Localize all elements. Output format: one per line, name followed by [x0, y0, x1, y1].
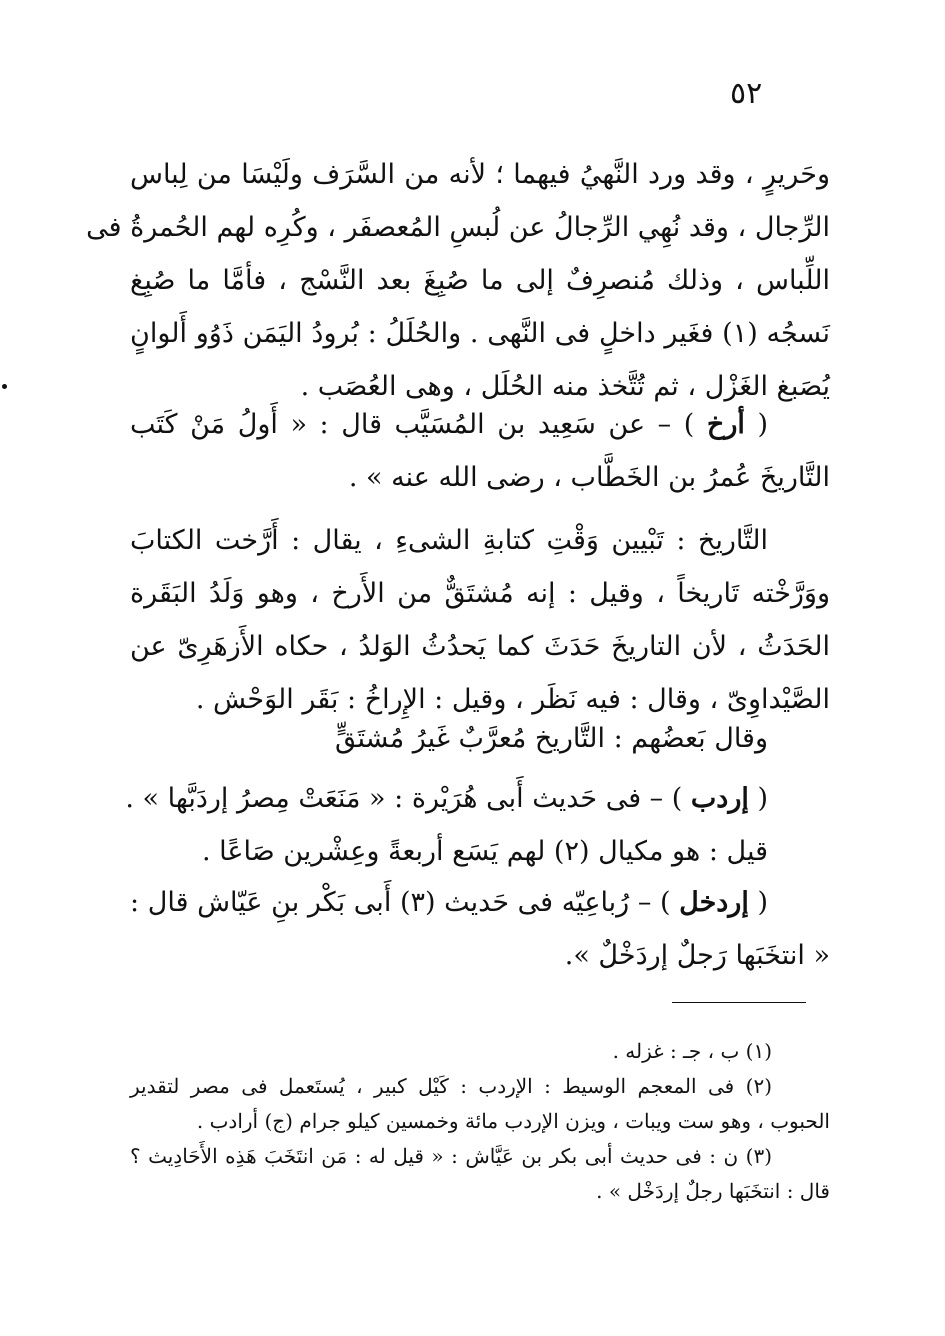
text-line: وحَريرٍ ، وقد ورد النَّهيُ فيهما ؛ لأنه من السَّرَف ولَيْسَا من لِباس: [130, 159, 830, 190]
entry-irdabb: [125, 772, 830, 878]
text-line: نَسجُه (١) فغَير داخلٍ فى النَّهى . والحُلَلُ : بُرودُ اليَمَن ذَوُو أَلوانٍ: [130, 318, 831, 349]
entry-first-line: ( أرخ ) – عن سَعِيد بن المُسَيَّب قال : « أَولُ مَنْ كَتَب: [130, 409, 768, 440]
text-line: الرِّجال ، وقد نُهِي الرِّجالُ عن لُبسِ المُعصفَر ، وكُرِه لهم الحُمرةُ فى: [86, 212, 830, 243]
paragraph-silk: [86, 148, 831, 413]
headword: إردب: [690, 783, 749, 814]
text-line: « انتخَبَها رَجلٌ إردَخْلٌ ».: [564, 940, 830, 971]
entry-first-line: ( إردب ) – فى حَديث أَبى هُرَيْرة : « مَنَعَتْ مِصرُ إردَبَّها » .: [125, 783, 768, 814]
paragraph-tarikh: [130, 514, 830, 726]
footnote-line: (٢) فى المعجم الوسيط : الإردب : كَيْل كبير ، يُستَعمل فى مصر لتقدير: [130, 1074, 772, 1098]
text-line: التَّاريخ : تَبْيين وَقْتِ كتابةِ الشىءِ ، يقال : أَرَّخت الكتابَ: [130, 525, 768, 556]
entry-arkh: [130, 398, 830, 504]
footnote-line: قال : انتخَبَها رجلٌ إردَخْل » .: [596, 1179, 830, 1203]
headword: إردخل: [679, 887, 749, 918]
text-line: ووَرَّخْته تَاريخاً ، وقيل : إنه مُشتَقٌّ من الأَرخ ، وهو وَلَدُ البَقَرة: [130, 578, 830, 609]
footnote-line: (٣) ن : فى حديث أبى بكر بن عَيَّاش : « قيل له : مَن انتَخَبَ هَذِه الأَحَادِيث ؟: [130, 1144, 772, 1168]
footnote-line: (١) ب ، جـ : غزله .: [612, 1039, 772, 1063]
footnotes: [130, 1034, 830, 1209]
headword: أرخ: [706, 409, 745, 440]
footnote-line: الحبوب ، وهو ست ويبات ، ويزن الإردب مائة وخمسين كيلو جرام (ج) أرادب .: [196, 1109, 830, 1133]
text-line: الحَدَثُ ، لأن التاريخَ حَدَثَ كما يَحدُثُ الوَلدُ ، حكاه الأَزهَرِىّ عن: [130, 631, 830, 662]
entry-text: – رُباعِيّه فى حَديث (٣) أَبى بَكْر بنِ عَيّاش قال :: [130, 887, 652, 918]
text-line: وقال بَعضُهم : التَّاريخ مُعرَّبٌ غَيرُ مُشتَقٍّ: [334, 723, 768, 754]
text-line: اللِّباس ، وذلك مُنصرِفٌ إلى ما صُبِغَ بعد النَّسْج ، فأمَّا ما صُبِغ: [130, 265, 830, 296]
entry-text: – فى حَديث أَبى هُرَيْرة : « مَنَعَتْ مِصرُ إردَبَّها » .: [125, 783, 664, 814]
page-number: ٥٢: [730, 76, 763, 111]
text-line: التَّاريخَ عُمرُ بن الخَطَّاب ، رضى الله عنه » .: [348, 462, 830, 493]
text-line: الصَّيْداوِىّ ، وقال : فيه نَظَر ، وقيل : الإِراخُ : بَقَر الوَحْش .: [195, 684, 830, 715]
text-line: قيل : هو مكيال (٢) لهم يَسَع أربعةً وعِشْرين صَاعًا .: [201, 836, 768, 867]
entry-irdakhl: [130, 876, 830, 982]
footnote-separator: [672, 1002, 806, 1003]
text-line: يُصَبغ الغَزْل ، ثم تُتَّخذ منه الحُلَل ، وهى العُصَب .: [300, 371, 830, 402]
paragraph-muarrab: [130, 712, 830, 765]
entry-first-line: ( إردخل ) – رُباعِيّه فى حَديث (٣) أَبى بَكْر بنِ عَيّاش قال :: [130, 887, 768, 918]
margin-mark: [2, 384, 7, 389]
entry-text: – عن سَعِيد بن المُسَيَّب قال : « أَولُ مَنْ كَتَب: [130, 409, 672, 440]
